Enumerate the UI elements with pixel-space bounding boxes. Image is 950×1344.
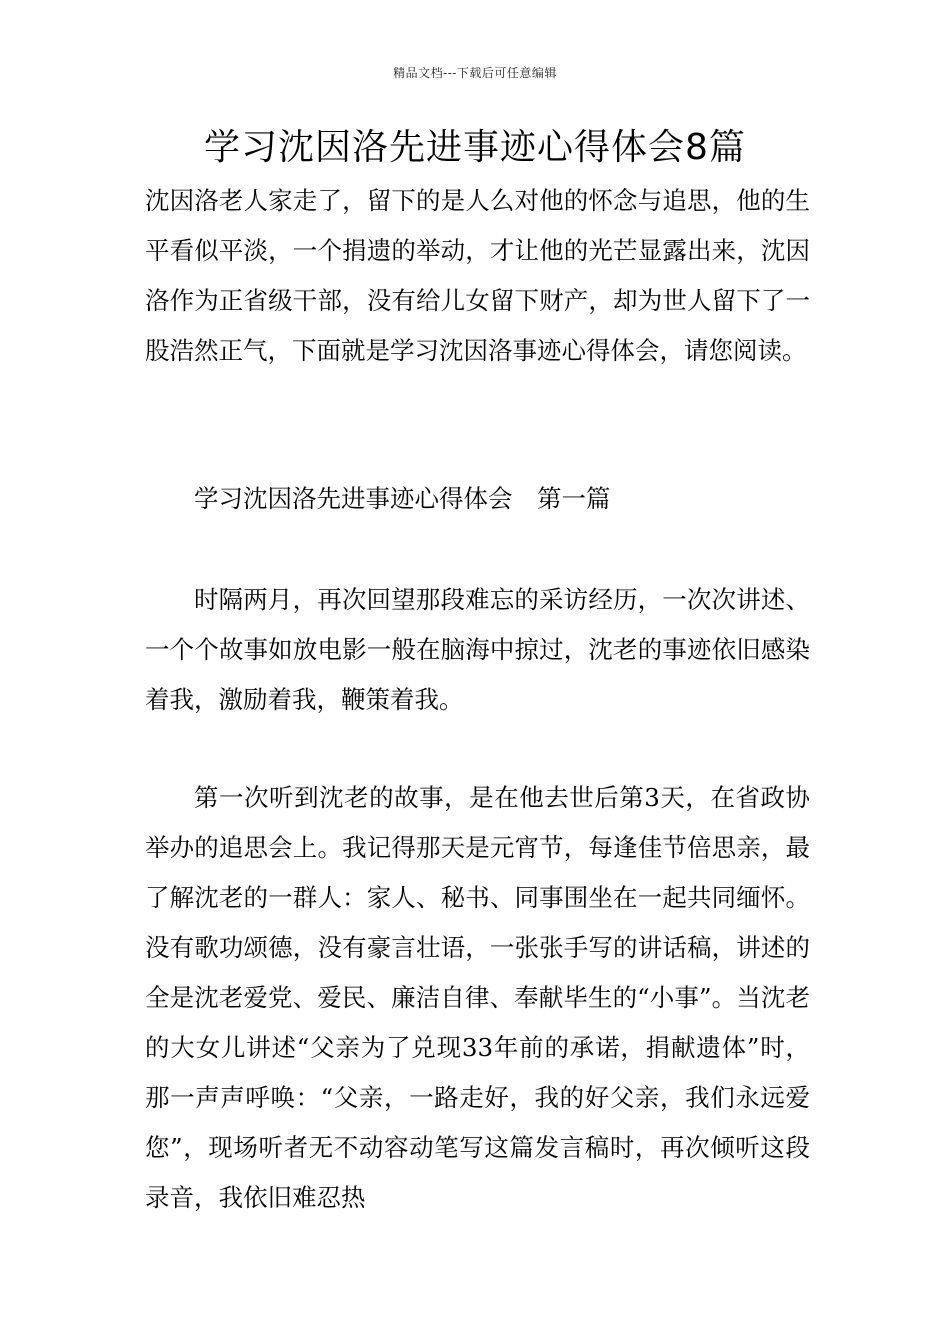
- section-heading: 学习沈因洛先进事迹心得体会 第一篇: [194, 484, 611, 513]
- intro-paragraph: 沈因洛老人家走了，留下的是人么对他的怀念与追思，他的生平看似平淡，一个捐遗的举动，才让他的光芒显露出来，沈因洛作为正省级干部，没有给儿女留下财产，却为世人留下了一股浩然正气，下面就是学习沈因洛事迹心得体会，请您阅读。: [145, 186, 810, 365]
- body-paragraph: 时隔两月，再次回望那段难忘的采访经历，一次次讲述、一个个故事如放电影一般在脑海中掠过，沈老的事迹依旧感染着我，激励着我，鞭策着我。: [145, 585, 810, 714]
- header-note: 精品文档---下载后可任意编辑: [393, 66, 557, 80]
- body-paragraph: 第一次听到沈老的故事，是在他去世后第3天，在省政协举办的追思会上。我记得那天是元宵节，每逢佳节倍思亲，最了解沈老的一群人：家人、秘书、同事围坐在一起共同缅怀。没有歌功颂德，没有豪言壮语，一张张手写的讲话稿，讲述的全是沈老爱党、爱民、廉洁自律、奉献毕生的“小事”。当沈老的大女儿讲述“父亲为了兑现33年前的承诺，捐献遗体”时，那一声声呼唤：“父亲，一路走好，我的好父亲，我们永远爱您”，现场听者无不动容动笔写这篇发言稿时，再次倾听这段录音，我依旧难忍热: [145, 783, 810, 1212]
- document-title: 学习沈因洛先进事迹心得体会8篇: [204, 127, 746, 168]
